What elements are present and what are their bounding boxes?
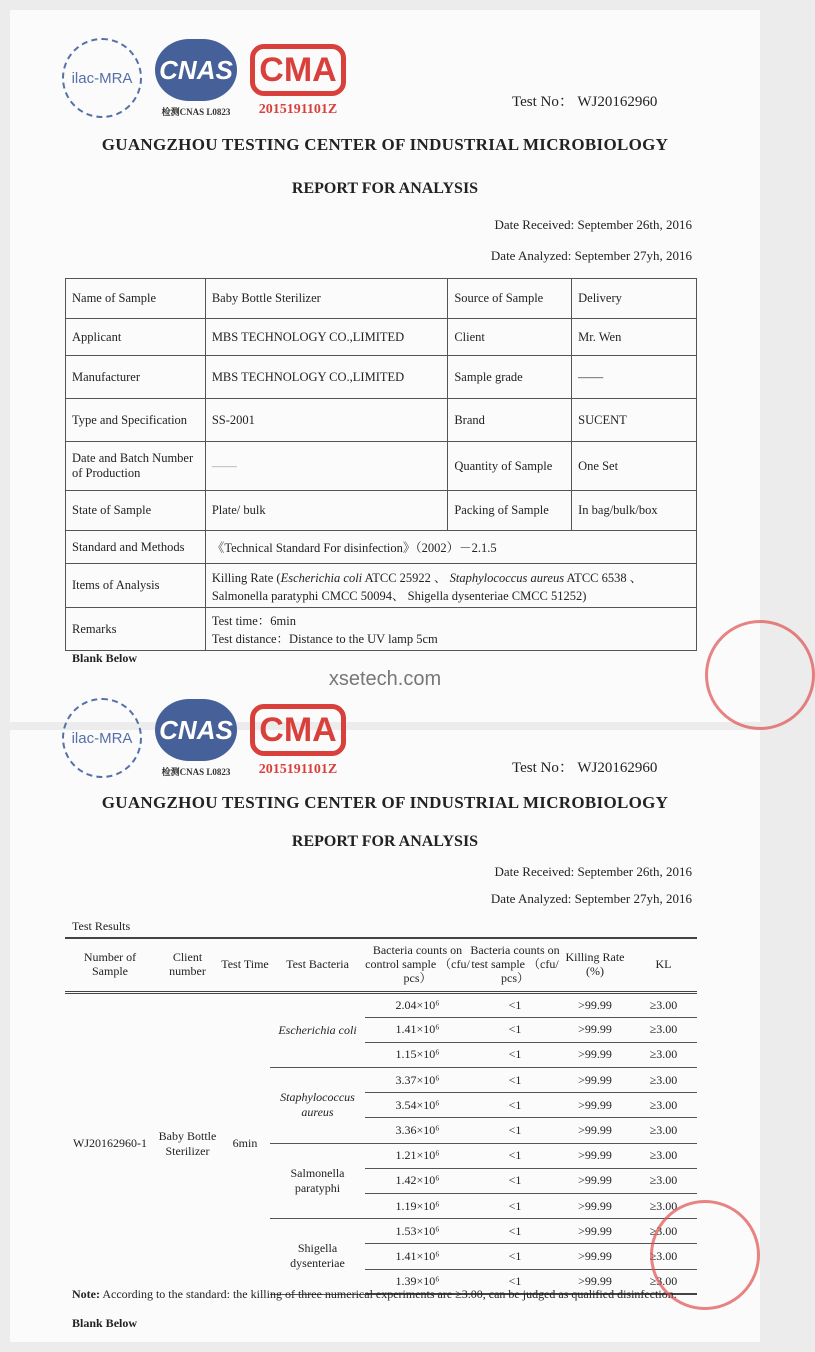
report-page-2 [10,711,760,1342]
column-header: Test Bacteria [270,938,365,992]
kl-value: ≥3.00 [630,1194,697,1219]
label: Brand [448,399,572,442]
client: Mr. Wen [572,319,697,356]
test-count: <1 [470,1017,560,1042]
label: Remarks [66,608,206,651]
date-analyzed: Date Analyzed: September 27yh, 2016 [490,891,692,906]
kl-value: ≥3.00 [630,1042,697,1067]
label: Applicant [66,319,206,356]
packing: In bag/bulk/box [572,491,697,531]
killing-rate: >99.99 [560,1118,630,1143]
kl-value: ≥3.00 [630,1068,697,1093]
column-header: KL [630,938,697,992]
column-header: Client number [155,938,220,992]
test-count: <1 [470,1093,560,1118]
control-count: 3.36×10⁶ [365,1118,470,1143]
lab-title: GUANGZHOU TESTING CENTER OF INDUSTRIAL MICROBIOLOGY [101,135,669,154]
column-header: Bacteria counts on control sample （cfu/ pcs） [365,938,470,992]
control-count: 1.42×10⁶ [365,1168,470,1193]
cnas-logo: CNAS 检测CNAS L0823 [152,39,240,118]
kl-value: ≥3.00 [630,992,697,1017]
label: Date and Batch Number of Production [66,442,206,491]
sample-state: Plate/ bulk [205,491,448,531]
lab-title: GUANGZHOU TESTING CENTER OF INDUSTRIAL MICROBIOLOGY [101,793,669,812]
blank-below: Blank Below [72,1316,138,1330]
date-analyzed: Date Analyzed: September 27yh, 2016 [490,248,692,263]
killing-rate: >99.99 [560,1093,630,1118]
test-number: Test No： WJ20162960 [512,760,658,776]
label: Items of Analysis [66,564,206,608]
watermark: xsetech.com [328,668,442,690]
killing-rate: >99.99 [560,1244,630,1269]
label: Quantity of Sample [448,442,572,491]
control-count: 1.39×10⁶ [365,1269,470,1294]
applicant: MBS TECHNOLOGY CO.,LIMITED [205,319,448,356]
red-seal-stamp [650,1200,760,1310]
control-count: 1.41×10⁶ [365,1244,470,1269]
report-title: REPORT FOR ANALYSIS [291,180,479,197]
report-title: REPORT FOR ANALYSIS [291,833,479,850]
blank-below: Blank Below [72,651,138,665]
client-number: Baby Bottle Sterilizer [158,1128,217,1158]
test-count: <1 [470,1068,560,1093]
control-count: 3.54×10⁶ [365,1093,470,1118]
test-bacteria: Salmonella paratyphi [270,1143,365,1219]
kl-value: ≥3.00 [630,1017,697,1042]
accreditation-logos [62,38,346,118]
remarks: Test time：6min Test distance：Distance to the UV lamp 5cm [205,608,696,651]
date-received: Date Received: September 26th, 2016 [494,864,692,879]
control-count: 3.37×10⁶ [365,1068,470,1093]
test-time: 6min [232,1136,258,1151]
label: Name of Sample [66,279,206,319]
kl-value: ≥3.00 [630,1244,697,1269]
kl-value: ≥3.00 [630,1269,697,1294]
sample-number: WJ20162960-1 [73,1136,147,1151]
table-row [65,992,697,1017]
kl-value: ≥3.00 [630,1168,697,1193]
test-count: <1 [470,1194,560,1219]
red-seal-stamp [705,620,815,730]
items-of-analysis: Killing Rate (Escherichia coli ATCC 25922 、 Staphylococcus aureus ATCC 6538 、 Salmonella paratyphi CMCC 50094、 Shigella dysenteriae CMCC 51252) [205,564,696,608]
column-header: Killing Rate (%) [560,938,630,992]
control-count: 1.15×10⁶ [365,1042,470,1067]
test-count: <1 [470,1269,560,1294]
cma-logo: CMA 2015191101Z [250,44,346,118]
killing-rate: >99.99 [560,1068,630,1093]
control-count: 1.53×10⁶ [365,1219,470,1244]
ilac-mra-logo: ilac-MRA [62,698,142,778]
kl-value: ≥3.00 [630,1093,697,1118]
column-header: Test Time [220,938,270,992]
killing-rate: >99.99 [560,1194,630,1219]
sample-grade: —— [572,356,697,399]
test-count: <1 [470,1042,560,1067]
test-bacteria: Staphylococcus aureus [270,1068,365,1144]
test-bacteria: Shigella dysenteriae [270,1219,365,1295]
brand: SUCENT [572,399,697,442]
test-count: <1 [470,1244,560,1269]
manufacturer: MBS TECHNOLOGY CO.,LIMITED [205,356,448,399]
test-results-caption: Test Results [72,919,131,933]
kl-value: ≥3.00 [630,1143,697,1168]
note: Note: According to the standard: the killing of three numerical experiments are ≥3.00, can be judged as qualified disinfection. [72,1287,677,1301]
control-count: 1.21×10⁶ [365,1143,470,1168]
killing-rate: >99.99 [560,1017,630,1042]
test-results-table [65,937,697,1295]
test-count: <1 [470,1143,560,1168]
label: Source of Sample [448,279,572,319]
sample-name: Baby Bottle Sterilizer [205,279,448,319]
column-header: Bacteria counts on test sample （cfu/ pcs） [470,938,560,992]
label: Sample grade [448,356,572,399]
sample-info-table [65,278,697,651]
label: Client [448,319,572,356]
test-count: <1 [470,1118,560,1143]
label: State of Sample [66,491,206,531]
batch: —— [205,442,448,491]
accreditation-logos [62,698,346,778]
label: Type and Specification [66,399,206,442]
killing-rate: >99.99 [560,992,630,1017]
cma-logo: CMA 2015191101Z [250,704,346,778]
standard: 《Technical Standard For disinfection》（2002）－2.1.5 [205,531,696,564]
control-count: 1.41×10⁶ [365,1017,470,1042]
quantity: One Set [572,442,697,491]
kl-value: ≥3.00 [630,1118,697,1143]
column-header: Number of Sample [65,938,155,992]
control-count: 2.04×10⁶ [365,992,470,1017]
sample-source: Delivery [572,279,697,319]
killing-rate: >99.99 [560,1168,630,1193]
test-count: <1 [470,1168,560,1193]
killing-rate: >99.99 [560,1219,630,1244]
killing-rate: >99.99 [560,1269,630,1294]
ilac-mra-logo: ilac-MRA [62,38,142,118]
killing-rate: >99.99 [560,1143,630,1168]
report-page-1 [10,10,760,722]
test-count: <1 [470,992,560,1017]
label: Standard and Methods [66,531,206,564]
label: Manufacturer [66,356,206,399]
test-number: Test No： WJ20162960 [512,94,658,110]
label: Packing of Sample [448,491,572,531]
type-spec: SS-2001 [205,399,448,442]
cnas-logo: CNAS 检测CNAS L0823 [152,699,240,778]
kl-value: ≥3.00 [630,1219,697,1244]
test-count: <1 [470,1219,560,1244]
control-count: 1.19×10⁶ [365,1194,470,1219]
date-received: Date Received: September 26th, 2016 [494,217,692,232]
test-bacteria: Escherichia coli [270,992,365,1068]
killing-rate: >99.99 [560,1042,630,1067]
